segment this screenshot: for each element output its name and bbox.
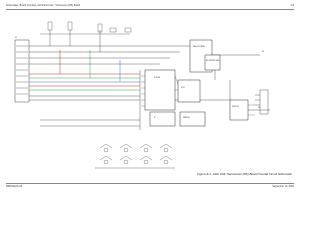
header-title: Schematics, Board Overlays, and Parts Lists : Transceiver (RF) Board xyxy=(6,4,81,7)
ic-supply xyxy=(230,100,248,120)
footer-date: September 10, 2003 xyxy=(272,185,294,188)
footer-rule xyxy=(6,183,294,184)
ic-synth xyxy=(145,70,175,110)
right-connector xyxy=(255,90,268,114)
connector-label: J1 xyxy=(15,37,18,39)
ic-label: SUPPLY xyxy=(232,106,239,108)
footer-doc-number: 6881094C31-B xyxy=(6,185,23,188)
ic-label: VCO xyxy=(181,87,185,89)
ic-blocks xyxy=(145,40,248,126)
bus-lines xyxy=(29,50,140,90)
ic-vco xyxy=(178,80,200,102)
ic-label: SYNTH xyxy=(154,77,161,79)
top-components xyxy=(40,22,131,34)
left-connector xyxy=(15,40,29,102)
ic-label: PA & FILTERS xyxy=(193,46,205,48)
ic-label: RX FRONT END xyxy=(206,60,220,62)
connector-label: J2 xyxy=(262,51,265,53)
ic-rx-front-end xyxy=(205,55,220,70)
figure-caption: Figure 6-1. UHF VHF Transceiver (RF) Board Overall Circuit Schematic xyxy=(197,172,292,176)
ic-label: IF xyxy=(154,117,156,119)
ic-label: DEMOD xyxy=(183,117,190,119)
ic-demod xyxy=(180,112,205,126)
header-page-number: 6-5 xyxy=(290,4,294,7)
connector-label: J3 xyxy=(258,107,261,109)
ic-if xyxy=(150,112,175,126)
bottom-components xyxy=(95,144,175,168)
